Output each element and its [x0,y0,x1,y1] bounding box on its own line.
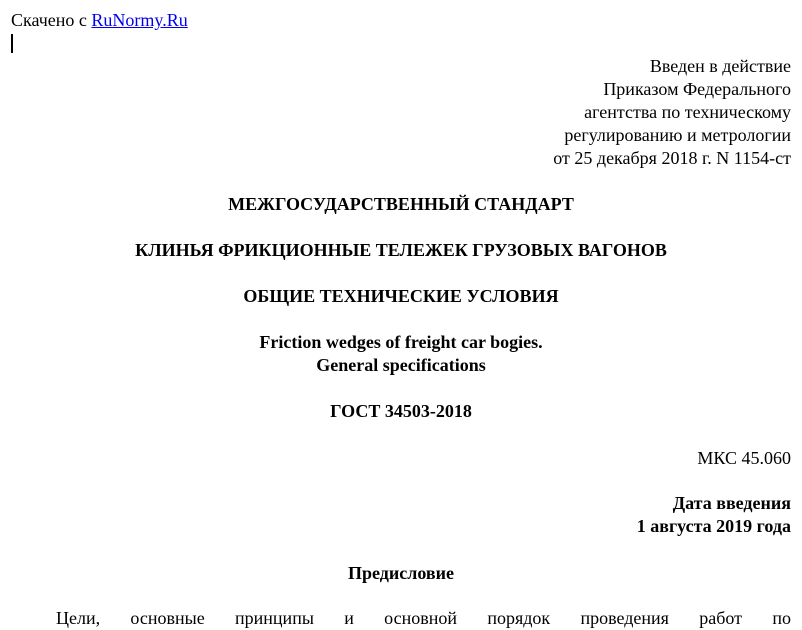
approval-line: Введен в действие [649,56,791,76]
preface-heading: Предисловие [348,563,454,583]
approval-line: агентства по техническому [584,102,791,122]
approval-block [553,55,791,170]
english-title-line2: General specifications [316,355,486,375]
approval-line: от 25 декабря 2018 г. N 1154-ст [553,148,791,168]
text-cursor [11,34,13,53]
source-prefix: Скачено с [11,10,92,30]
standard-type-heading: МЕЖГОСУДАРСТВЕННЫЙ СТАНДАРТ [228,194,574,214]
english-title-line1: Friction wedges of freight car bogies. [259,332,543,352]
source-line [11,9,188,32]
gost-number: ГОСТ 34503-2018 [330,401,472,421]
source-link[interactable]: RuNormy.Ru [91,10,188,30]
document-subtitle: ОБЩИЕ ТЕХНИЧЕСКИЕ УСЛОВИЯ [243,286,559,306]
preface-paragraph: Цели, основные принципы и основной порядок проведения работ по [56,608,791,628]
introduction-date: 1 августа 2019 года [636,516,791,536]
document-title: КЛИНЬЯ ФРИКЦИОННЫЕ ТЕЛЕЖЕК ГРУЗОВЫХ ВАГОНОВ [135,240,667,260]
approval-line: Приказом Федерального [603,79,791,99]
approval-line: регулированию и метрологии [564,125,791,145]
mks-code: МКС 45.060 [697,448,791,468]
introduction-label: Дата введения [672,493,791,513]
